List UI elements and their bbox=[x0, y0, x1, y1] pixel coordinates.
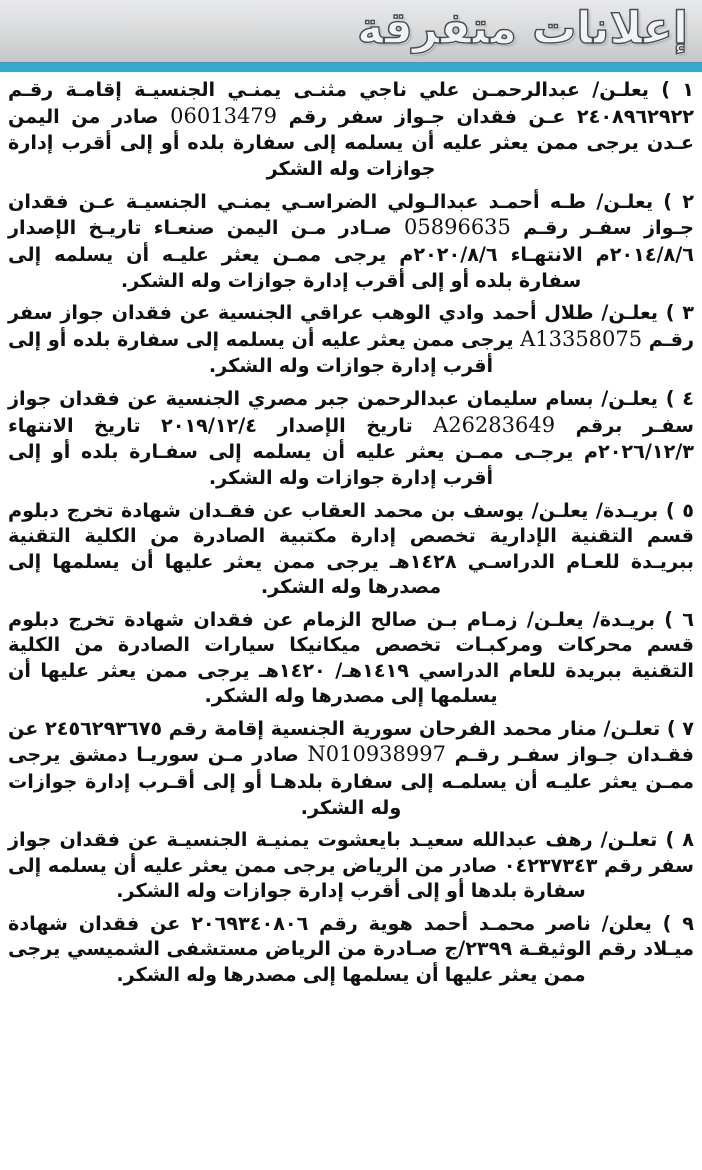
ad-item bbox=[8, 498, 694, 600]
ad-text: يعلـن/ بسام سليمان عبدالرحمن جبر مصري الجنسية عن فقدان جواز سفـر برقم A26283649 تاريخ الإصدار ٢٠١٩/١٢/٤ تاريخ الانتهاء ٢٠٢٦/١٢/٣م يرجـى ممـن يعثر عليه أن يسلمه إلى سفـارة بلده أو إلى أقرب إدارة جوازات وله الشكر. bbox=[8, 387, 694, 489]
masthead-accent-rule bbox=[0, 62, 702, 72]
ad-marker: ٤ ) bbox=[665, 387, 694, 411]
ad-marker: ٨ ) bbox=[665, 828, 694, 852]
ad-text: يعلـن/ طـه أحمـد عبدالـولي الضراسـي يمنـي الجنسيـة عـن فقدان جـواز سفـر رقـم 05896635 صـادر مـن اليمن صنعـاء تاريـخ الإصدار ٢٠١٤/٨/٦م الانتهـاء ٢٠٢٠/٨/٦م يرجى ممـن يعثر عليـه أن يسلمه إلى سفارة بلده أو إلى أقرب إدارة جوازات وله الشكر. bbox=[8, 189, 694, 292]
ad-marker: ٦ ) bbox=[664, 607, 694, 631]
ad-text: تعلـن/ منار محمد الفرحان سورية الجنسية إقامة رقم ٢٤٥٦٢٩٣٦٧٥ عن فقـدان جـواز سفـر رقـم N010938997 صادر مـن سوريـا دمشق يرجى ممـن يعثر عليـه أن يسلمـه إلى سفارة بلدهـا أو إلى أقـرب إدارة جوازات وله الشكر. bbox=[8, 716, 694, 819]
ad-marker: ٥ ) bbox=[665, 498, 695, 522]
ad-item bbox=[8, 386, 694, 491]
ad-marker: ٩ ) bbox=[662, 911, 694, 935]
ad-item bbox=[8, 716, 694, 821]
ad-text: بريـدة/ يعلـن/ يوسف بن محمد العقاب عن فقـدان شهادة تخرج دبلوم قسم التقنية الإدارية تخصص إدارة مكتبية الصادرة من الكلية التقنية ببريـدة للعـام الدراسـي ١٤٢٨هـ يرجى ممن يعثر عليها أن يسلمها إلى مصدرها وله الشكر. bbox=[8, 498, 694, 599]
page-title: إعلانات متفرقة bbox=[357, 3, 688, 54]
ad-item bbox=[8, 77, 694, 182]
ad-text: تعلـن/ رهف عبدالله سعيـد بايعشوت يمنيـة الجنسيـة عن فقدان جواز سفر رقم ٠٤٢٣٧٣٤٣ صادر من الرياض يرجى ممن يعثر عليه أن يسلمه إلى سفارة بلدها أو إلى أقرب إدارة جوازات وله الشكر. bbox=[8, 828, 694, 903]
ad-item bbox=[8, 827, 694, 904]
ad-item bbox=[8, 300, 694, 379]
ad-marker: ١ ) bbox=[661, 78, 695, 101]
ad-text: يعلن/ ناصر محمـد أحمد هوية رقم ٢٠٦٩٣٤٠٨٠٦ عن فقدان شهادة ميـلاد رقم الوثيقـة ٢٣٩٩/ج صـادرة من الرياض مستشفى الشميسي يرجى ممن يعثر عليها أن يسلمها إلى مصدرها وله الشكر. bbox=[8, 911, 694, 986]
ad-marker: ٣ ) bbox=[665, 301, 695, 325]
ad-marker: ٧ ) bbox=[666, 716, 694, 740]
ads-list bbox=[0, 72, 702, 987]
ad-marker: ٢ ) bbox=[663, 189, 695, 213]
ad-text: يعلـن/ طلال أحمد وادي الوهب عراقي الجنسية عن فقدان جواز سفر رقـم A13358075 يرجى ممن يعثر عليه أن يسلمه إلى سفارة بلده أو إلى أقرب إدارة جوازات وله الشكر. bbox=[8, 301, 694, 378]
ad-item bbox=[8, 607, 694, 709]
ad-text: بريـدة/ يعلـن/ زمـام بـن صالح الزمام عن فقدان شهادة تخرج دبلوم قسم محركات ومركبـات تخصص ميكانيكا سيارات الصادرة من الكلية التقنية ببريدة للعام الدراسي ١٤١٩هـ/ ١٤٢٠هـ يرجى ممن يعثر عليها أن يسلمها إلى مصدرها وله الشكر. bbox=[8, 607, 694, 708]
ad-item bbox=[8, 189, 694, 294]
ad-text: يعلـن/ عبدالرحمـن علي ناجي مثنـى يمنـي الجنسيـة إقامـة رقـم ٢٤٠٨٩٦٢٩٢٢ عـن فقدان جـواز سفر رقم 06013479 صادر من اليمن عـدن يرجى ممن يعثر عليه أن يسلمه إلى سفارة بلده أو إلى أقرب إدارة جوازات وله الشكر bbox=[8, 78, 695, 180]
masthead-banner bbox=[0, 0, 702, 62]
ad-item bbox=[8, 911, 694, 988]
